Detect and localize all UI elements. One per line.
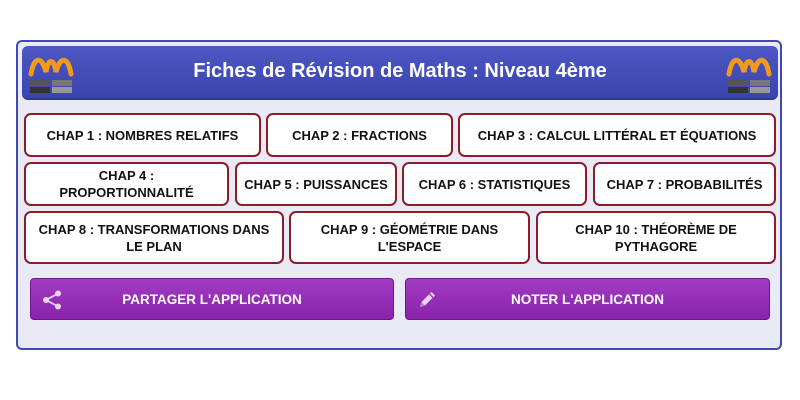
chapter-button-3[interactable]: CHAP 3 : CALCUL LITTÉRAL ET ÉQUATIONS xyxy=(458,113,776,157)
header-bar xyxy=(22,46,778,100)
chapter-button-4[interactable]: CHAP 4 : PROPORTIONNALITÉ xyxy=(24,162,229,206)
share-icon xyxy=(41,289,63,311)
chapter-button-8[interactable]: CHAP 8 : TRANSFORMATIONS DANS LE PLAN xyxy=(24,211,284,264)
chapter-button-2[interactable]: CHAP 2 : FRACTIONS xyxy=(266,113,453,157)
page-title: Fiches de Révision de Maths : Niveau 4ème xyxy=(193,60,607,82)
chapter-button-7[interactable]: CHAP 7 : PROBABILITÉS xyxy=(593,162,776,206)
chapter-button-9[interactable]: CHAP 9 : GÉOMÉTRIE DANS L'ESPACE xyxy=(289,211,530,264)
share-app-button[interactable] xyxy=(30,278,394,320)
share-app-label: PARTAGER L'APPLICATION xyxy=(122,291,302,307)
chapter-button-5[interactable]: CHAP 5 : PUISSANCES xyxy=(235,162,397,206)
chapter-button-10[interactable]: CHAP 10 : THÉORÈME DE PYTHAGORE xyxy=(536,211,776,264)
rate-app-button[interactable] xyxy=(405,278,770,320)
chapter-button-1[interactable]: CHAP 1 : NOMBRES RELATIFS xyxy=(24,113,261,157)
pencil-icon xyxy=(416,289,438,311)
rate-app-label: NOTER L'APPLICATION xyxy=(511,291,664,307)
logo-icon xyxy=(726,48,772,96)
chapter-button-6[interactable]: CHAP 6 : STATISTIQUES xyxy=(402,162,587,206)
